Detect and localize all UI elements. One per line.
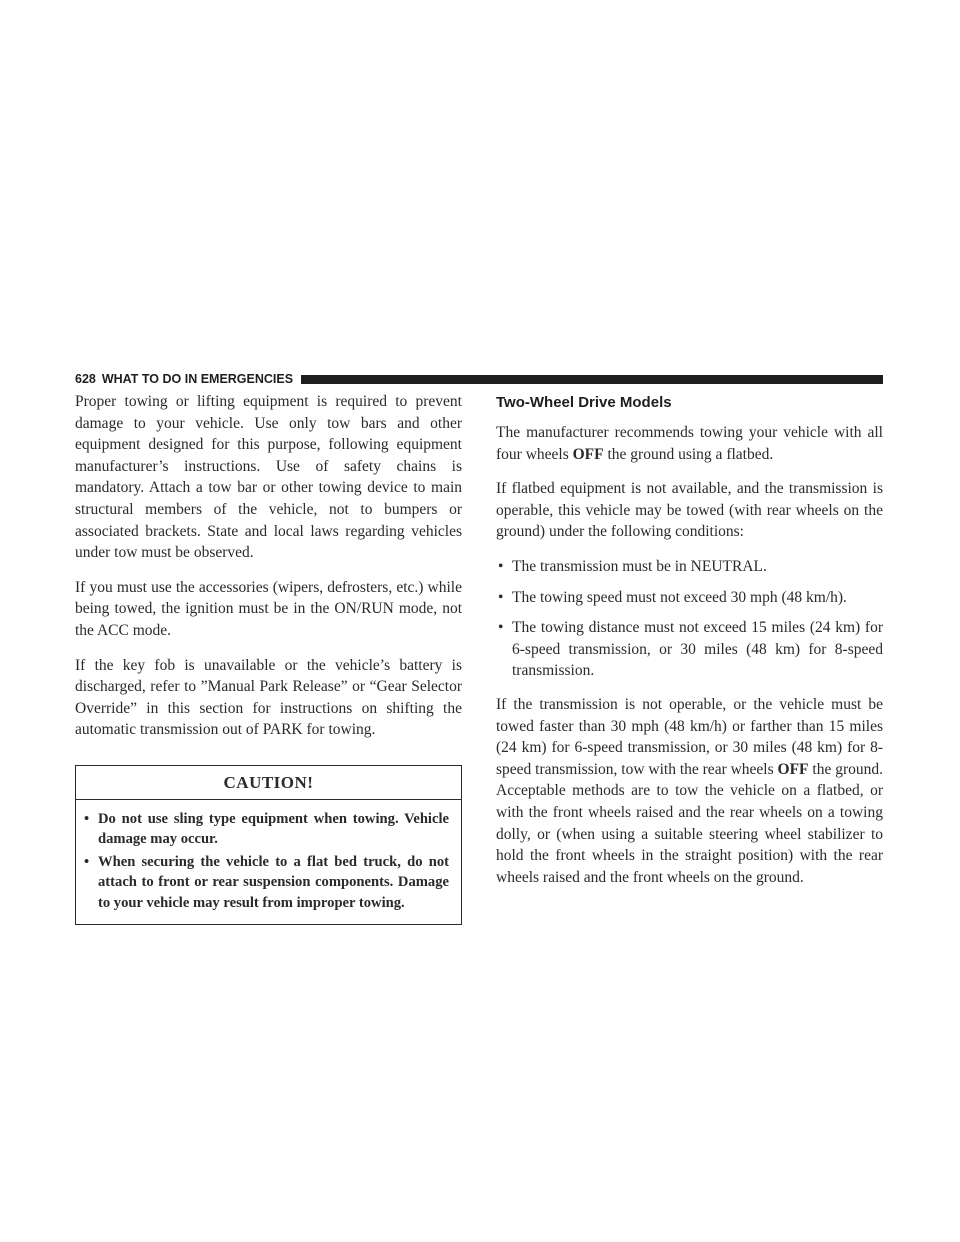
section-heading: Two-Wheel Drive Models	[496, 394, 672, 411]
section-title: WHAT TO DO IN EMERGENCIES	[101, 372, 294, 386]
key-fob-paragraph: If the key fob is unavailable or the vehicle’s battery is discharged, refer to ”Manual Park Release” or “Gear Selector Override” in this section for instructions on shifting the automatic transmission out of PARK for towing.	[75, 656, 462, 739]
bullet-glyph: •	[498, 557, 504, 575]
conditions-intro-paragraph: If flatbed equipment is not available, and the transmission is operable, this vehicle may be towed (with rear wheels on the ground) under the following conditions:	[496, 480, 883, 541]
header-rule	[301, 375, 883, 384]
accessories-paragraph: If you must use the accessories (wipers, defrosters, etc.) while being towed, the ignition must be in the ON/RUN mode, not the ACC mode.	[75, 578, 462, 639]
left-column	[75, 391, 462, 925]
bullet-glyph: •	[498, 619, 504, 637]
caution-item: • When securing the vehicle to a flat bed truck, do not attach to front or rear suspension components. Damage to your vehicle may result from improper towing.	[84, 853, 449, 911]
right-column	[496, 391, 883, 901]
page-header	[75, 371, 883, 387]
towing-equipment-paragraph: Proper towing or lifting equipment is required to prevent damage to your vehicle. Use only tow bars and other equipment designed for this purpose, following equipment manufacturer’s instructions. Use of safety chains is mandatory. Attach a tow bar or other towing device to main structural members of the vehicle, not to bumpers or associated brackets. State and local laws regarding vehicles under tow must be observed.	[75, 393, 462, 562]
condition-item: • The transmission must be in NEUTRAL.	[496, 556, 883, 578]
caution-box	[75, 765, 462, 926]
conditions-list	[496, 556, 883, 682]
caution-list	[76, 800, 461, 925]
flatbed-recommendation-paragraph: The manufacturer recommends towing your vehicle with all four wheels OFF the ground using a flatbed.	[496, 424, 883, 463]
caution-title: CAUTION!	[76, 766, 461, 800]
condition-item: • The towing speed must not exceed 30 mph (48 km/h).	[496, 587, 883, 609]
page-number: 628	[75, 372, 96, 386]
inoperable-transmission-paragraph: If the transmission is not operable, or the vehicle must be towed faster than 30 mph (48 km/h) or farther than 15 miles (24 km) for 6-speed transmission, or 30 miles (48 km) for 8-speed transmission, tow with the rear wheels OFF the ground. Acceptable methods are to tow the vehicle on a flatbed, or with the front wheels raised and the rear wheels on a towing dolly, or (when using a suitable steering wheel stabilizer to hold the front wheels in the straight position) with the rear wheels raised and the front wheels on the ground.	[496, 695, 884, 886]
bullet-glyph: •	[84, 810, 90, 827]
bullet-glyph: •	[498, 588, 504, 606]
bullet-glyph: •	[84, 853, 90, 870]
condition-item: • The towing distance must not exceed 15 miles (24 km) for 6-speed transmission, or 30 miles (48 km) for 8-speed transmission.	[498, 619, 883, 680]
caution-item: • Do not use sling type equipment when towing. Vehicle damage may occur.	[84, 810, 449, 848]
